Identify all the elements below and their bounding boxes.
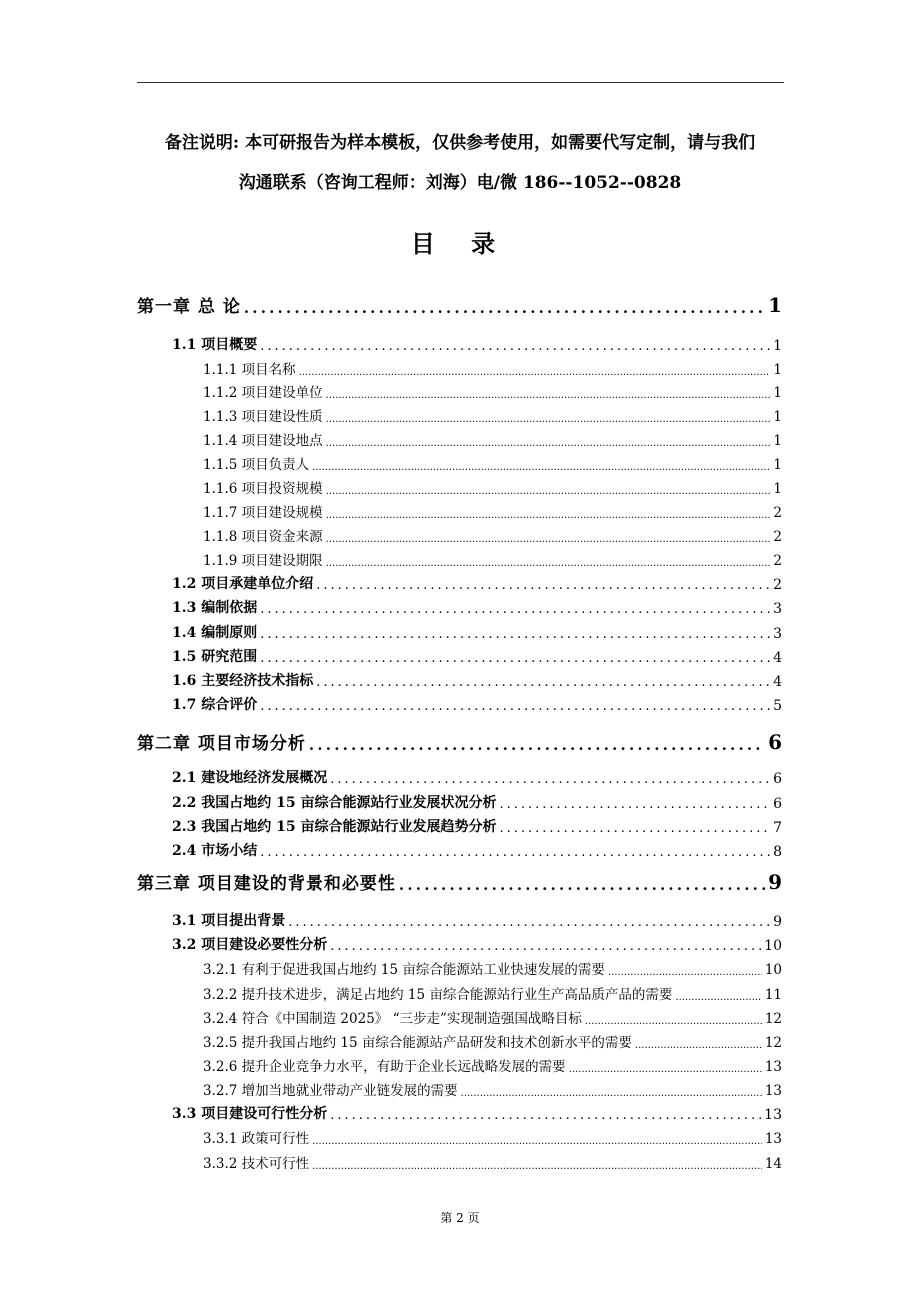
toc-entry-level-3[interactable]: [203, 525, 782, 545]
toc-entry-label: 1.1.5 项目负责人: [203, 457, 310, 473]
toc-entry-level-2[interactable]: [172, 670, 782, 690]
toc-entry-label: 1.1.3 项目建设性质: [203, 409, 323, 425]
toc-entry-page-number: 1: [773, 433, 782, 449]
toc-dot-leader: [569, 1064, 762, 1075]
toc-entry-label: 1.1 项目概要: [172, 337, 258, 353]
toc-dot-leader: [499, 821, 770, 836]
toc-entry-page-number: 1: [773, 481, 782, 497]
toc-entry-label: 3.2.7 增加当地就业带动产业链发展的需要: [203, 1083, 458, 1099]
toc-entry-page-number: 12: [764, 1035, 782, 1051]
toc-dot-leader: [260, 602, 770, 617]
toc-entry-page-number: 14: [764, 1156, 782, 1172]
toc-dot-leader: [499, 797, 770, 812]
toc-entry-label: 3.2.1 有利于促进我国占地约 15 亩综合能源站工业快速发展的需要: [203, 962, 605, 978]
toc-entry-label: 1.3 编制依据: [172, 600, 258, 616]
toc-entry-page-number: 13: [764, 1083, 782, 1099]
toc-entry-label: 1.2 项目承建单位介绍: [172, 576, 314, 592]
toc-entry-page-number: 4: [773, 674, 782, 690]
toc-entry-label: 1.1.7 项目建设规模: [203, 505, 323, 521]
toc-entry-level-3[interactable]: [203, 1152, 782, 1172]
toc-entry-page-number: 2: [773, 577, 782, 593]
toc-entry-level-2[interactable]: [172, 646, 782, 666]
toc-dot-leader: [675, 992, 761, 1003]
toc-entry-level-2[interactable]: [172, 694, 782, 714]
toc-entry-level-3[interactable]: [203, 1031, 782, 1051]
toc-dot-leader: [312, 1136, 762, 1147]
toc-entry-level-2[interactable]: [172, 1103, 782, 1123]
toc-dot-leader: [299, 367, 771, 378]
toc-dot-leader: [326, 486, 771, 497]
toc-entry-level-3[interactable]: [203, 1127, 782, 1147]
toc-entry-label: 1.6 主要经济技术指标: [172, 673, 314, 689]
toc-entry-level-3[interactable]: [203, 549, 782, 569]
toc-entry-level-1[interactable]: [137, 292, 782, 317]
toc-entry-level-2[interactable]: [172, 840, 782, 860]
toc-dot-leader: [326, 414, 771, 425]
toc-entry-level-2[interactable]: [172, 792, 782, 812]
toc-entry-page-number: 10: [764, 938, 782, 954]
toc-entry-page-number: 10: [764, 962, 782, 978]
toc-dot-leader: [608, 967, 762, 978]
toc-entry-level-3[interactable]: [203, 405, 782, 425]
toc-dot-leader: [326, 558, 771, 569]
toc-entry-level-3[interactable]: [203, 1055, 782, 1075]
page-footer: 第 2 页: [440, 1211, 480, 1225]
toc-entry-level-2[interactable]: [172, 934, 782, 954]
toc-entry-page-number: 11: [764, 987, 782, 1003]
toc-entry-level-3[interactable]: [203, 1007, 782, 1027]
toc-dot-leader: [635, 1040, 762, 1051]
header-rule: [137, 82, 784, 83]
toc-entry-label: 1.7 综合评价: [172, 697, 258, 713]
toc-entry-page-number: 1: [773, 409, 782, 425]
toc-entry-level-2[interactable]: [172, 910, 782, 930]
toc-dot-leader: [312, 1161, 762, 1172]
toc-entry-label: 1.4 编制原则: [172, 625, 258, 641]
toc-entry-page-number: 1: [773, 457, 782, 473]
toc-title: 目 录: [410, 229, 510, 258]
toc-entry-page-number: 3: [773, 601, 782, 617]
toc-entry-page-number: 8: [773, 844, 782, 860]
toc-dot-leader: [260, 699, 770, 714]
toc-entry-level-3[interactable]: [203, 501, 782, 521]
toc-entry-page-number: 7: [773, 820, 782, 836]
toc-entry-label: 1.1.8 项目资金来源: [203, 529, 323, 545]
toc-dot-leader: [260, 339, 770, 354]
toc-dot-leader: [585, 1016, 762, 1027]
toc-entry-page-number: 2: [773, 505, 782, 521]
toc-entry-label: 1.1.2 项目建设单位: [203, 385, 323, 401]
toc-dot-leader: [461, 1088, 762, 1099]
toc-dot-leader: [330, 939, 761, 954]
toc-entry-page-number: 2: [773, 553, 782, 569]
toc-dot-leader: [244, 299, 765, 317]
toc-entry-page-number: 6: [768, 730, 782, 754]
toc-entry-label: 3.3.2 技术可行性: [203, 1156, 310, 1172]
toc-dot-leader: [326, 534, 771, 545]
toc-entry-page-number: 6: [773, 771, 782, 787]
toc-entry-level-3[interactable]: [203, 429, 782, 449]
toc-entry-level-3[interactable]: [203, 453, 782, 473]
toc-entry-level-2[interactable]: [172, 597, 782, 617]
toc-entry-page-number: 13: [764, 1131, 782, 1147]
toc-entry-label: 1.1.4 项目建设地点: [203, 433, 323, 449]
toc-entry-label: 第三章 项目建设的背景和必要性: [137, 874, 396, 894]
toc-entry-level-3[interactable]: [203, 381, 782, 401]
toc-entry-level-2[interactable]: [172, 334, 782, 354]
toc-entry-label: 1.1.6 项目投资规模: [203, 481, 323, 497]
toc-entry-level-3[interactable]: [203, 983, 782, 1003]
toc-entry-level-2[interactable]: [172, 767, 782, 787]
toc-entry-level-1[interactable]: [137, 729, 782, 754]
toc-entry-label: 3.2.4 符合《中国制造 2025》 “三步走”实现制造强国战略目标: [203, 1011, 582, 1027]
toc-entry-label: 2.4 市场小结: [172, 843, 258, 859]
toc-entry-label: 3.2 项目建设必要性分析: [172, 937, 328, 953]
notice-line-1: 备注说明: 本可研报告为样本模板，仅供参考使用，如需要代写定制，请与我们: [164, 133, 756, 153]
toc-entry-label: 2.1 建设地经济发展概况: [172, 770, 328, 786]
toc-entry-page-number: 13: [764, 1107, 782, 1123]
toc-dot-leader: [288, 915, 770, 930]
toc-dot-leader: [260, 651, 770, 666]
toc-dot-leader: [399, 876, 765, 894]
toc-entry-label: 2.3 我国占地约 15 亩综合能源站行业发展趋势分析: [172, 819, 497, 835]
toc-entry-page-number: 5: [773, 698, 782, 714]
toc-entry-label: 3.2.6 提升企业竞争力水平，有助于企业长远战略发展的需要: [203, 1059, 566, 1075]
toc-dot-leader: [316, 675, 770, 690]
toc-entry-label: 3.2.5 提升我国占地约 15 亩综合能源站产品研发和技术创新水平的需要: [203, 1035, 632, 1051]
toc-dot-leader: [309, 736, 765, 754]
toc-entry-level-3[interactable]: [203, 477, 782, 497]
toc-entry-level-2[interactable]: [172, 573, 782, 593]
toc-entry-page-number: 13: [764, 1059, 782, 1075]
toc-dot-leader: [316, 578, 770, 593]
toc-entry-page-number: 1: [773, 338, 782, 354]
toc-entry-page-number: 2: [773, 529, 782, 545]
toc-entry-page-number: 1: [773, 385, 782, 401]
toc-entry-page-number: 6: [773, 796, 782, 812]
toc-entry-label: 3.2.2 提升技术进步，满足占地约 15 亩综合能源站行业生产高品质产品的需要: [203, 987, 673, 1003]
toc-entry-label: 第一章 总 论: [137, 297, 241, 317]
toc-dot-leader: [260, 627, 770, 642]
toc-entry-page-number: 1: [768, 293, 782, 317]
toc-entry-page-number: 12: [764, 1011, 782, 1027]
toc-entry-level-2[interactable]: [172, 622, 782, 642]
toc-entry-label: 3.3.1 政策可行性: [203, 1131, 310, 1147]
toc-dot-leader: [326, 390, 771, 401]
toc-entry-label: 3.1 项目提出背景: [172, 913, 286, 929]
toc-entry-page-number: 3: [773, 626, 782, 642]
toc-dot-leader: [260, 845, 770, 860]
toc-entry-label: 1.1.1 项目名称: [203, 362, 296, 378]
toc-entry-label: 3.3 项目建设可行性分析: [172, 1106, 328, 1122]
toc-entry-page-number: 9: [768, 870, 782, 894]
toc-dot-leader: [312, 462, 770, 473]
toc-entry-page-number: 4: [773, 650, 782, 666]
toc-entry-label: 第二章 项目市场分析: [137, 734, 306, 754]
notice-line-2: 沟通联系（咨询工程师：刘海）电/微 186--1052--0828: [238, 173, 682, 193]
toc-entry-label: 1.5 研究范围: [172, 649, 258, 665]
toc-entry-label: 1.1.9 项目建设期限: [203, 553, 323, 569]
toc-entry-page-number: 9: [773, 914, 782, 930]
toc-entry-level-3[interactable]: [203, 958, 782, 978]
toc-dot-leader: [326, 510, 771, 521]
toc-entry-page-number: 1: [773, 362, 782, 378]
toc-entry-level-3[interactable]: [203, 358, 782, 378]
toc-dot-leader: [330, 772, 770, 787]
toc-dot-leader: [326, 438, 771, 449]
toc-entry-level-1[interactable]: [137, 869, 782, 894]
toc-dot-leader: [330, 1108, 761, 1123]
toc-entry-level-2[interactable]: [172, 816, 782, 836]
toc-entry-level-3[interactable]: [203, 1079, 782, 1099]
toc-entry-label: 2.2 我国占地约 15 亩综合能源站行业发展状况分析: [172, 795, 497, 811]
